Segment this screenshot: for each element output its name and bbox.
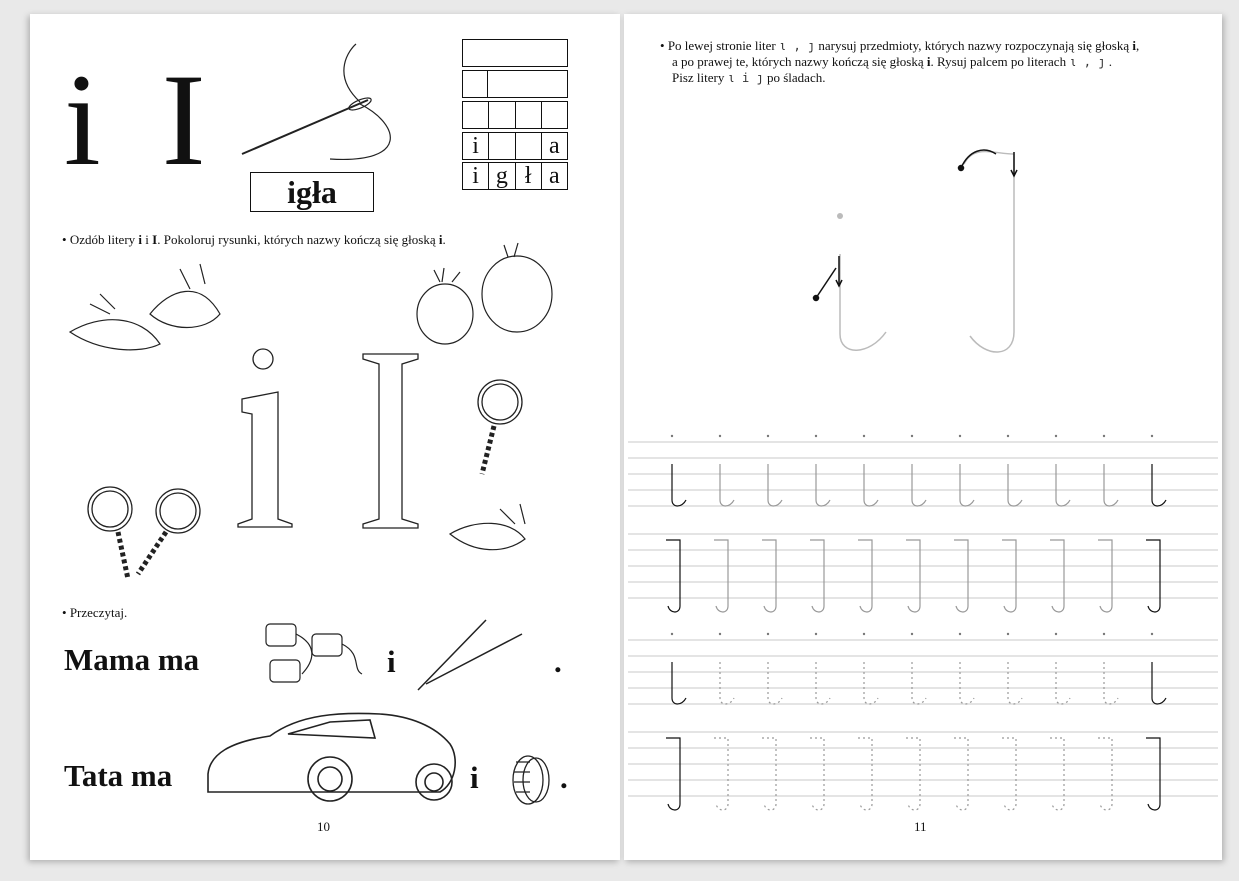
trace-dot xyxy=(863,435,865,437)
instruction-line-1: • Po lewej stronie liter ι , ȷ narysuj przedmioty, których nazwy rozpoczynają się głoską i, xyxy=(660,38,1140,53)
instruction-line-3: Pisz litery ι i ȷ po śladach. xyxy=(672,70,826,85)
trace-dot xyxy=(1007,633,1009,635)
big-letters-heading: i I xyxy=(64,46,220,193)
letter-grid-row-5: i g ł a xyxy=(462,162,568,190)
trace-letter-i xyxy=(912,662,926,704)
trace-letter-j xyxy=(906,540,920,612)
car-icon xyxy=(208,713,455,801)
trace-dot xyxy=(1103,435,1105,437)
trace-dot xyxy=(719,633,721,635)
trace-dot xyxy=(767,435,769,437)
trace-letter-i xyxy=(1008,662,1022,704)
trace-letter-j xyxy=(1146,540,1160,612)
trace-letter-i xyxy=(768,464,782,506)
trace-letter-j xyxy=(810,738,824,810)
trace-letter-j xyxy=(906,738,920,810)
trace-letter-j xyxy=(666,540,680,612)
trace-dot xyxy=(911,435,913,437)
trace-letter-i xyxy=(720,464,734,506)
letter-grid-row-4: i a xyxy=(462,132,568,160)
trace-letter-i xyxy=(1104,464,1118,506)
trace-dot xyxy=(959,633,961,635)
sentence-1-start: Mama ma xyxy=(64,642,200,677)
trace-dot xyxy=(1103,633,1105,635)
page-number-left: 10 xyxy=(317,819,330,834)
trace-dot xyxy=(1055,633,1057,635)
trace-dot xyxy=(1151,633,1153,635)
trace-dot xyxy=(815,435,817,437)
trace-letter-j xyxy=(1098,540,1112,612)
thread-spool-icon xyxy=(266,624,362,682)
trace-letter-j xyxy=(762,738,776,810)
instruction-decorate: • Ozdób litery i i I. Pokoloruj rysunki, których nazwy kończą się głoską i. xyxy=(62,232,446,247)
trace-letter-j xyxy=(1002,540,1016,612)
instruction-read: • Przeczytaj. xyxy=(62,605,128,620)
trace-letter-j xyxy=(714,540,728,612)
right-page xyxy=(624,14,1222,860)
trace-letter-j xyxy=(1002,738,1016,810)
trace-dot xyxy=(911,633,913,635)
trace-letter-j xyxy=(1050,738,1064,810)
trace-dot xyxy=(863,633,865,635)
trace-letter-j xyxy=(1050,540,1064,612)
needles-icon xyxy=(418,620,522,690)
instruction-line-2: a po prawej te, których nazwy kończą się głoską i. Rysuj palcem po literach ι , ȷ . xyxy=(672,54,1112,69)
trace-dot xyxy=(815,633,817,635)
trace-letter-i xyxy=(1152,662,1166,704)
left-page xyxy=(30,14,620,860)
trace-letter-i xyxy=(1104,662,1118,704)
trace-dot xyxy=(959,435,961,437)
trace-letter-i xyxy=(864,464,878,506)
sentence-2-end: . xyxy=(560,760,568,795)
handwriting-practice-lines xyxy=(624,14,1222,860)
trace-letter-j xyxy=(1098,738,1112,810)
sentence-2-conj: i xyxy=(470,760,479,795)
tire-icon xyxy=(513,756,549,804)
trace-letter-i xyxy=(1056,662,1070,704)
trace-letter-i xyxy=(1008,464,1022,506)
trace-letter-i xyxy=(720,662,734,704)
trace-dot xyxy=(767,633,769,635)
sentence-1-end: . xyxy=(554,644,562,679)
trace-letter-i xyxy=(912,464,926,506)
trace-letter-i xyxy=(816,464,830,506)
trace-letter-i xyxy=(960,662,974,704)
trace-letter-i xyxy=(768,662,782,704)
trace-letter-j xyxy=(954,738,968,810)
word-igla-box: igła xyxy=(250,172,374,212)
trace-letter-j xyxy=(858,540,872,612)
trace-dot xyxy=(1151,435,1153,437)
trace-letter-i xyxy=(672,662,686,704)
trace-letter-i xyxy=(960,464,974,506)
trace-letter-i xyxy=(816,662,830,704)
page-number-right: 11 xyxy=(914,819,927,834)
sentence-pictures xyxy=(30,14,620,860)
trace-letter-i xyxy=(1056,464,1070,506)
trace-letter-j xyxy=(762,540,776,612)
trace-dot xyxy=(1007,435,1009,437)
trace-dot xyxy=(1055,435,1057,437)
trace-letter-j xyxy=(858,738,872,810)
trace-dot xyxy=(671,435,673,437)
trace-letter-j xyxy=(1146,738,1160,810)
trace-letter-i xyxy=(1152,464,1166,506)
trace-dot xyxy=(719,435,721,437)
trace-letter-i xyxy=(672,464,686,506)
trace-letter-i xyxy=(864,662,878,704)
trace-letter-j xyxy=(666,738,680,810)
trace-letter-j xyxy=(954,540,968,612)
trace-letter-j xyxy=(810,540,824,612)
trace-dot xyxy=(671,633,673,635)
sentence-1-conj: i xyxy=(387,644,396,679)
trace-letter-j xyxy=(714,738,728,810)
sentence-2-start: Tata ma xyxy=(64,758,173,793)
